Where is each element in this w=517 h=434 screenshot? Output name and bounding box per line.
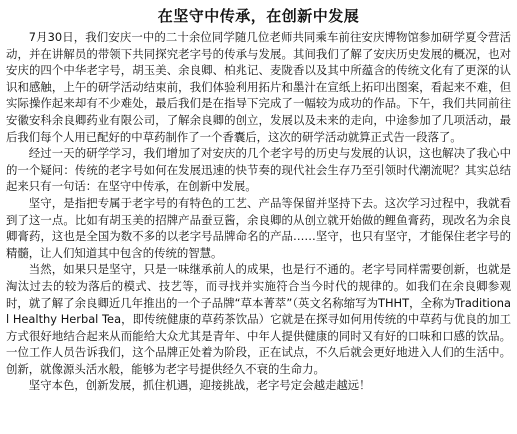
paragraph-innovation: 当然，如果只是坚守，只是一味继承前人的成果，也是行不通的。老字号同样需要创新，也就是淘汰过去的较为落后的模式、技艺等，而寻找并实施符合当今时代的规律的。如我们在余良卿参观时，就了解了余良卿近几年推出的一个子品牌“草本菁萃”（英文名称缩写为THHT，全称为Traditional Healthy Herbal Tea，即传统健康的草药茶饮品）它就是在探寻如何用传统的中草药与优良的加工方式很好地结合起来从而能给大众尤其是青年、中年人提供健康的同时又有好的口味和口感的饮品。一位工作人员告诉我们，这个品牌正处着为阶段，正在试点，不久后就会更好地进入人们的生活中。创新，就像源头活水般，能够为老字号提供经久不衰的生命力。 — [6, 262, 511, 376]
paragraph-conclusion: 坚守本色，创新发展，抓住机遇，迎接挑战，老字号定会越走越远！ — [28, 378, 371, 393]
article-title: 在坚守中传承，在创新中发展 — [157, 7, 360, 25]
paragraph-persistence: 坚守，是指把专属于老字号的有特色的工艺、产品等保留并坚持下去。这次学习过程中，我就看到了这一点。比如有胡玉美的招牌产品蚕豆酱，余良卿的从创立就开始做的鲤鱼膏药，现改名为余良卿膏药，这也是全国为数不多的以老字号品牌命名的产品……坚守，也只有坚守，才能保住老字号的精髓，让人们知道其中包含的传统的智慧。 — [6, 195, 511, 260]
paragraph-reflection: 经过一天的研学学习，我们增加了对安庆的几个老字号的历史与发展的认识，这也解决了我心中的一个疑问：传统的老字号如何在发展迅速的快节奏的现代社会生存乃至引领时代潮流呢？其实总结起来只有一句话：在坚守中传承，在创新中发展。 — [6, 146, 511, 194]
paragraph-intro: 7月30日，我们安庆一中的二十余位同学随几位老师共同乘车前往安庆博物馆参加研学夏令营活动，并在讲解员的带领下共同探究老字号的传承与发展。其间我们了解了安庆历史发展的概况，也对安庆的四个中华老字号，胡玉美、余良卿、柏兆记、麦陇香以及其中所蕴含的传统文化有了更深的认识和感触，上午的研学活动结束前，我们体验利用拓片和墨汁在宣纸上拓印出图案，看起来不难，但实际操作起来却有不少难处，最后我们是在指导下完成了一幅较为成功的作品。下午，我们共同前往安徽安科余良卿药业有限公司，了解余良卿的创立，发展以及未来的走向，中途参加了几项活动，最后我们每个人用已配好的中草药制作了一个香囊后，这次的研学活动就算正式告一段落了。 — [6, 30, 511, 144]
article-body — [6, 29, 511, 394]
